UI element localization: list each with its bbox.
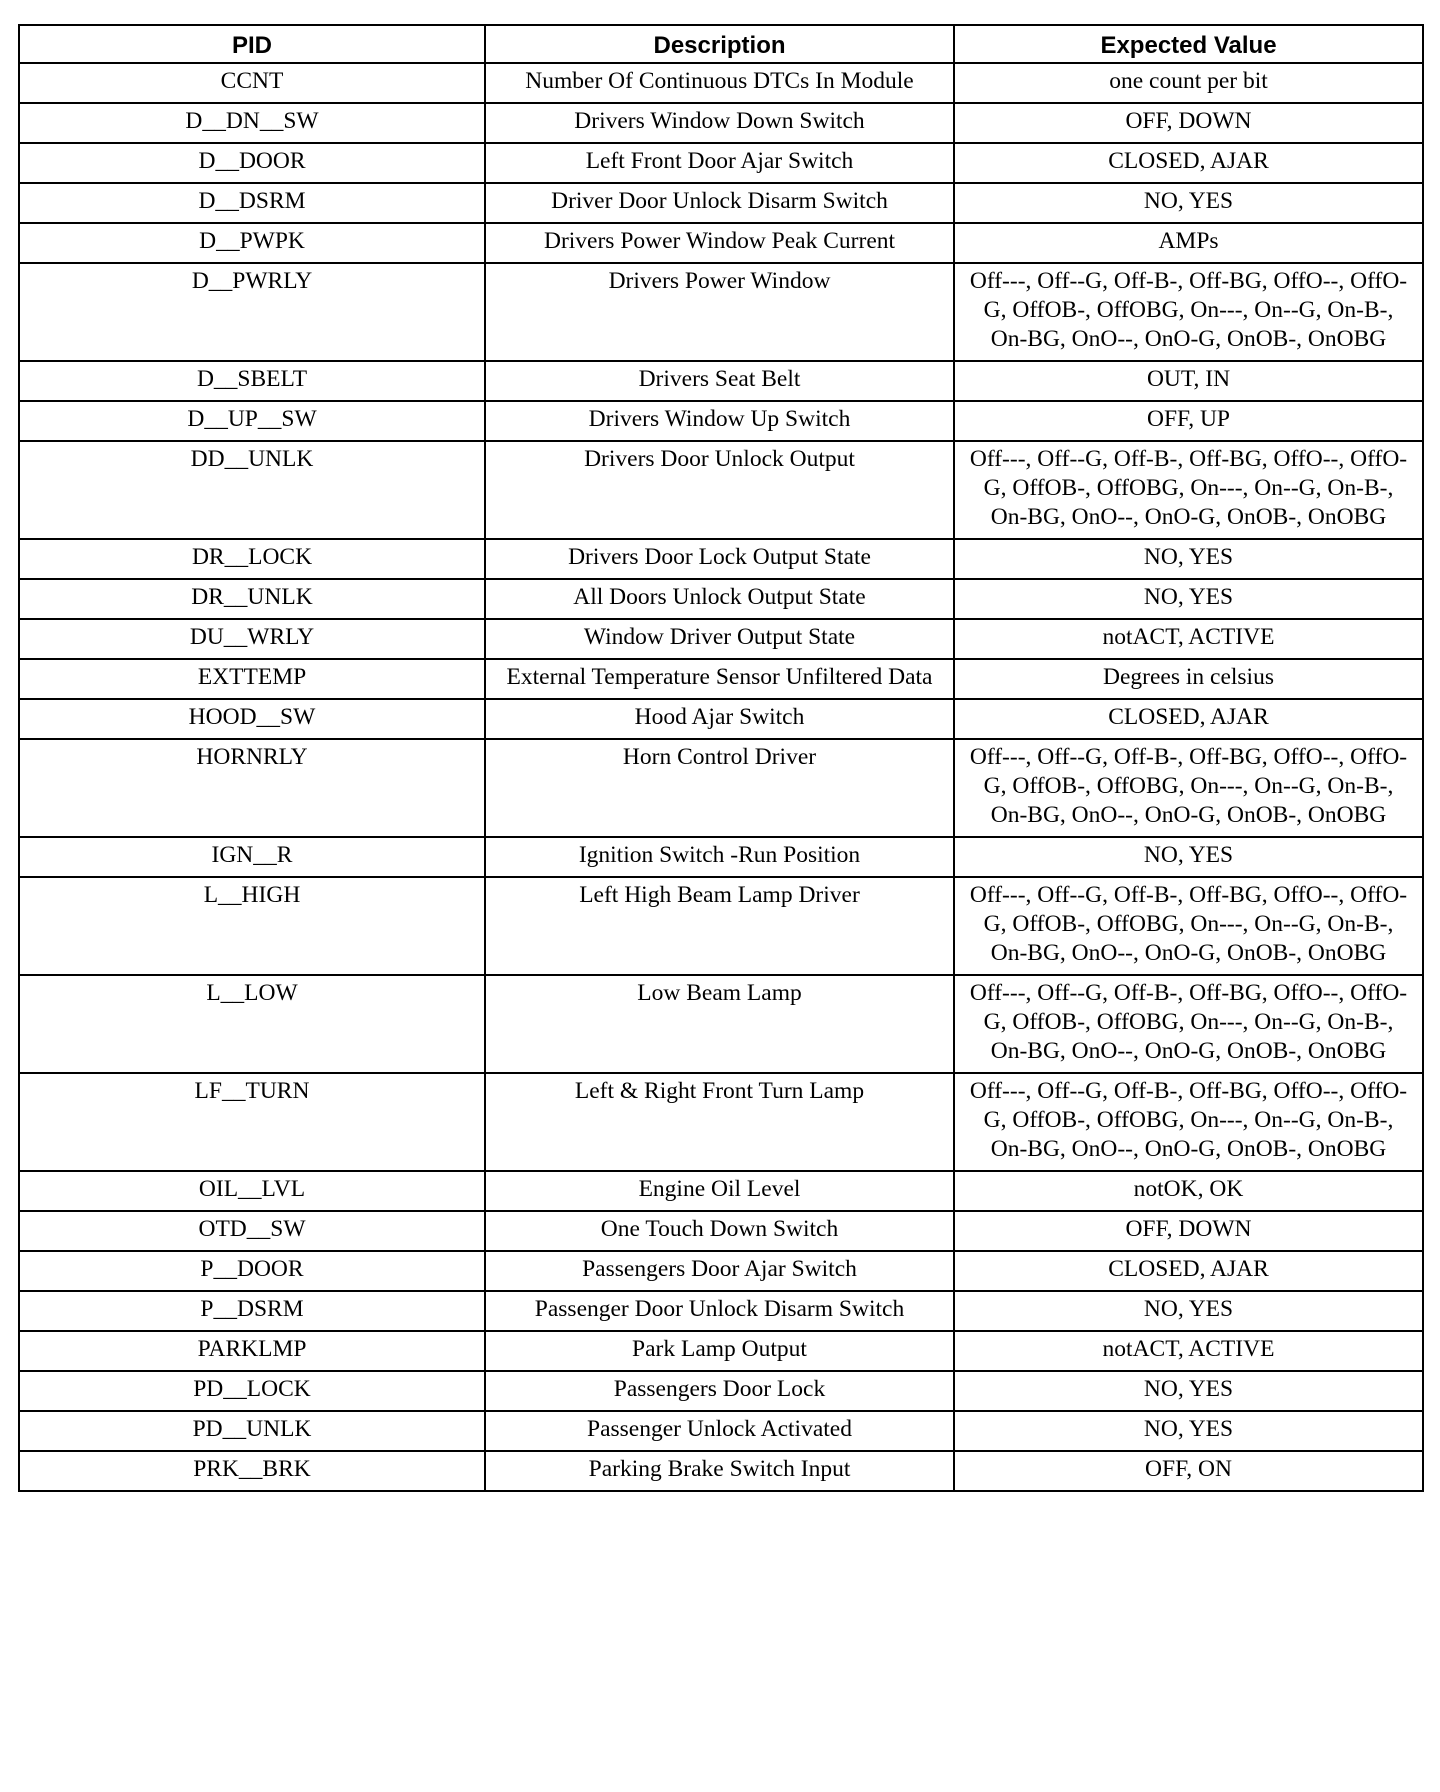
cell-description: Passenger Unlock Activated [485, 1411, 954, 1451]
table-row [19, 361, 1423, 401]
cell-expected-value: NO, YES [954, 539, 1423, 579]
cell-description: Left Front Door Ajar Switch [485, 143, 954, 183]
table-row [19, 263, 1423, 361]
cell-expected-value: notACT, ACTIVE [954, 619, 1423, 659]
cell-pid: P__DOOR [19, 1251, 485, 1291]
cell-expected-value: Off---, Off--G, Off-B-, Off-BG, OffO--, OffO-G, OffOB-, OffOBG, On---, On--G, On-B-, On-BG, OnO--, OnO-G, OnOB-, OnOBG [954, 263, 1423, 361]
pid-table [18, 24, 1424, 1492]
table-row [19, 877, 1423, 975]
cell-description: One Touch Down Switch [485, 1211, 954, 1251]
cell-pid: L__LOW [19, 975, 485, 1073]
cell-expected-value: NO, YES [954, 837, 1423, 877]
table-row [19, 539, 1423, 579]
cell-description: Ignition Switch -Run Position [485, 837, 954, 877]
cell-description: Park Lamp Output [485, 1331, 954, 1371]
cell-description: Left & Right Front Turn Lamp [485, 1073, 954, 1171]
cell-expected-value: Off---, Off--G, Off-B-, Off-BG, OffO--, OffO-G, OffOB-, OffOBG, On---, On--G, On-B-, On-BG, OnO--, OnO-G, OnOB-, OnOBG [954, 1073, 1423, 1171]
table-row [19, 401, 1423, 441]
cell-description: Low Beam Lamp [485, 975, 954, 1073]
cell-expected-value: OFF, DOWN [954, 1211, 1423, 1251]
cell-description: Window Driver Output State [485, 619, 954, 659]
cell-pid: PD__LOCK [19, 1371, 485, 1411]
cell-expected-value: AMPs [954, 223, 1423, 263]
table-row [19, 1171, 1423, 1211]
cell-description: Passengers Door Ajar Switch [485, 1251, 954, 1291]
cell-pid: D__UP__SW [19, 401, 485, 441]
cell-pid: CCNT [19, 63, 485, 103]
cell-description: Passengers Door Lock [485, 1371, 954, 1411]
cell-description: Drivers Seat Belt [485, 361, 954, 401]
cell-expected-value: one count per bit [954, 63, 1423, 103]
cell-expected-value: Off---, Off--G, Off-B-, Off-BG, OffO--, OffO-G, OffOB-, OffOBG, On---, On--G, On-B-, On-BG, OnO--, OnO-G, OnOB-, OnOBG [954, 975, 1423, 1073]
cell-description: Passenger Door Unlock Disarm Switch [485, 1291, 954, 1331]
table-row [19, 659, 1423, 699]
cell-pid: LF__TURN [19, 1073, 485, 1171]
cell-expected-value: Off---, Off--G, Off-B-, Off-BG, OffO--, OffO-G, OffOB-, OffOBG, On---, On--G, On-B-, On-BG, OnO--, OnO-G, OnOB-, OnOBG [954, 441, 1423, 539]
table-row [19, 619, 1423, 659]
cell-description: Hood Ajar Switch [485, 699, 954, 739]
table-row [19, 1073, 1423, 1171]
cell-pid: L__HIGH [19, 877, 485, 975]
table-row [19, 63, 1423, 103]
cell-expected-value: CLOSED, AJAR [954, 1251, 1423, 1291]
cell-pid: DU__WRLY [19, 619, 485, 659]
table-row [19, 143, 1423, 183]
table-row [19, 103, 1423, 143]
cell-pid: P__DSRM [19, 1291, 485, 1331]
cell-description: Drivers Door Lock Output State [485, 539, 954, 579]
table-row [19, 223, 1423, 263]
cell-pid: PD__UNLK [19, 1411, 485, 1451]
cell-expected-value: notOK, OK [954, 1171, 1423, 1211]
cell-pid: HORNRLY [19, 739, 485, 837]
table-row [19, 1211, 1423, 1251]
cell-description: Drivers Window Up Switch [485, 401, 954, 441]
cell-description: Horn Control Driver [485, 739, 954, 837]
cell-description: Parking Brake Switch Input [485, 1451, 954, 1491]
cell-description: Engine Oil Level [485, 1171, 954, 1211]
cell-pid: PRK__BRK [19, 1451, 485, 1491]
cell-description: Drivers Power Window [485, 263, 954, 361]
header-expected-value: Expected Value [954, 25, 1423, 63]
cell-expected-value: NO, YES [954, 183, 1423, 223]
cell-expected-value: Degrees in celsius [954, 659, 1423, 699]
cell-expected-value: OFF, ON [954, 1451, 1423, 1491]
table-row [19, 183, 1423, 223]
cell-expected-value: NO, YES [954, 1371, 1423, 1411]
table-row [19, 1291, 1423, 1331]
cell-expected-value: OUT, IN [954, 361, 1423, 401]
cell-pid: EXTTEMP [19, 659, 485, 699]
table-row [19, 975, 1423, 1073]
table-row [19, 579, 1423, 619]
cell-pid: D__DOOR [19, 143, 485, 183]
table-row [19, 441, 1423, 539]
cell-expected-value: OFF, UP [954, 401, 1423, 441]
table-row [19, 1411, 1423, 1451]
cell-description: Drivers Door Unlock Output [485, 441, 954, 539]
table-row [19, 699, 1423, 739]
table-row [19, 1331, 1423, 1371]
cell-pid: IGN__R [19, 837, 485, 877]
cell-expected-value: OFF, DOWN [954, 103, 1423, 143]
cell-description: Number Of Continuous DTCs In Module [485, 63, 954, 103]
cell-description: Left High Beam Lamp Driver [485, 877, 954, 975]
cell-expected-value: CLOSED, AJAR [954, 699, 1423, 739]
table-row [19, 739, 1423, 837]
cell-description: Driver Door Unlock Disarm Switch [485, 183, 954, 223]
cell-pid: DD__UNLK [19, 441, 485, 539]
cell-pid: OIL__LVL [19, 1171, 485, 1211]
cell-pid: D__PWRLY [19, 263, 485, 361]
cell-expected-value: Off---, Off--G, Off-B-, Off-BG, OffO--, OffO-G, OffOB-, OffOBG, On---, On--G, On-B-, On-BG, OnO--, OnO-G, OnOB-, OnOBG [954, 877, 1423, 975]
cell-pid: D__DSRM [19, 183, 485, 223]
cell-pid: D__DN__SW [19, 103, 485, 143]
cell-expected-value: NO, YES [954, 1411, 1423, 1451]
cell-description: Drivers Power Window Peak Current [485, 223, 954, 263]
cell-expected-value: Off---, Off--G, Off-B-, Off-BG, OffO--, OffO-G, OffOB-, OffOBG, On---, On--G, On-B-, On-BG, OnO--, OnO-G, OnOB-, OnOBG [954, 739, 1423, 837]
cell-description: Drivers Window Down Switch [485, 103, 954, 143]
cell-pid: D__PWPK [19, 223, 485, 263]
cell-pid: OTD__SW [19, 1211, 485, 1251]
cell-description: External Temperature Sensor Unfiltered Data [485, 659, 954, 699]
cell-pid: PARKLMP [19, 1331, 485, 1371]
header-description: Description [485, 25, 954, 63]
cell-expected-value: CLOSED, AJAR [954, 143, 1423, 183]
cell-pid: DR__LOCK [19, 539, 485, 579]
table-row [19, 1451, 1423, 1491]
cell-pid: D__SBELT [19, 361, 485, 401]
header-pid: PID [19, 25, 485, 63]
table-row [19, 1371, 1423, 1411]
cell-expected-value: NO, YES [954, 1291, 1423, 1331]
table-body [19, 63, 1423, 1491]
table-row [19, 1251, 1423, 1291]
table-row [19, 837, 1423, 877]
cell-expected-value: notACT, ACTIVE [954, 1331, 1423, 1371]
header-row [19, 25, 1423, 63]
cell-description: All Doors Unlock Output State [485, 579, 954, 619]
cell-pid: DR__UNLK [19, 579, 485, 619]
cell-expected-value: NO, YES [954, 579, 1423, 619]
cell-pid: HOOD__SW [19, 699, 485, 739]
